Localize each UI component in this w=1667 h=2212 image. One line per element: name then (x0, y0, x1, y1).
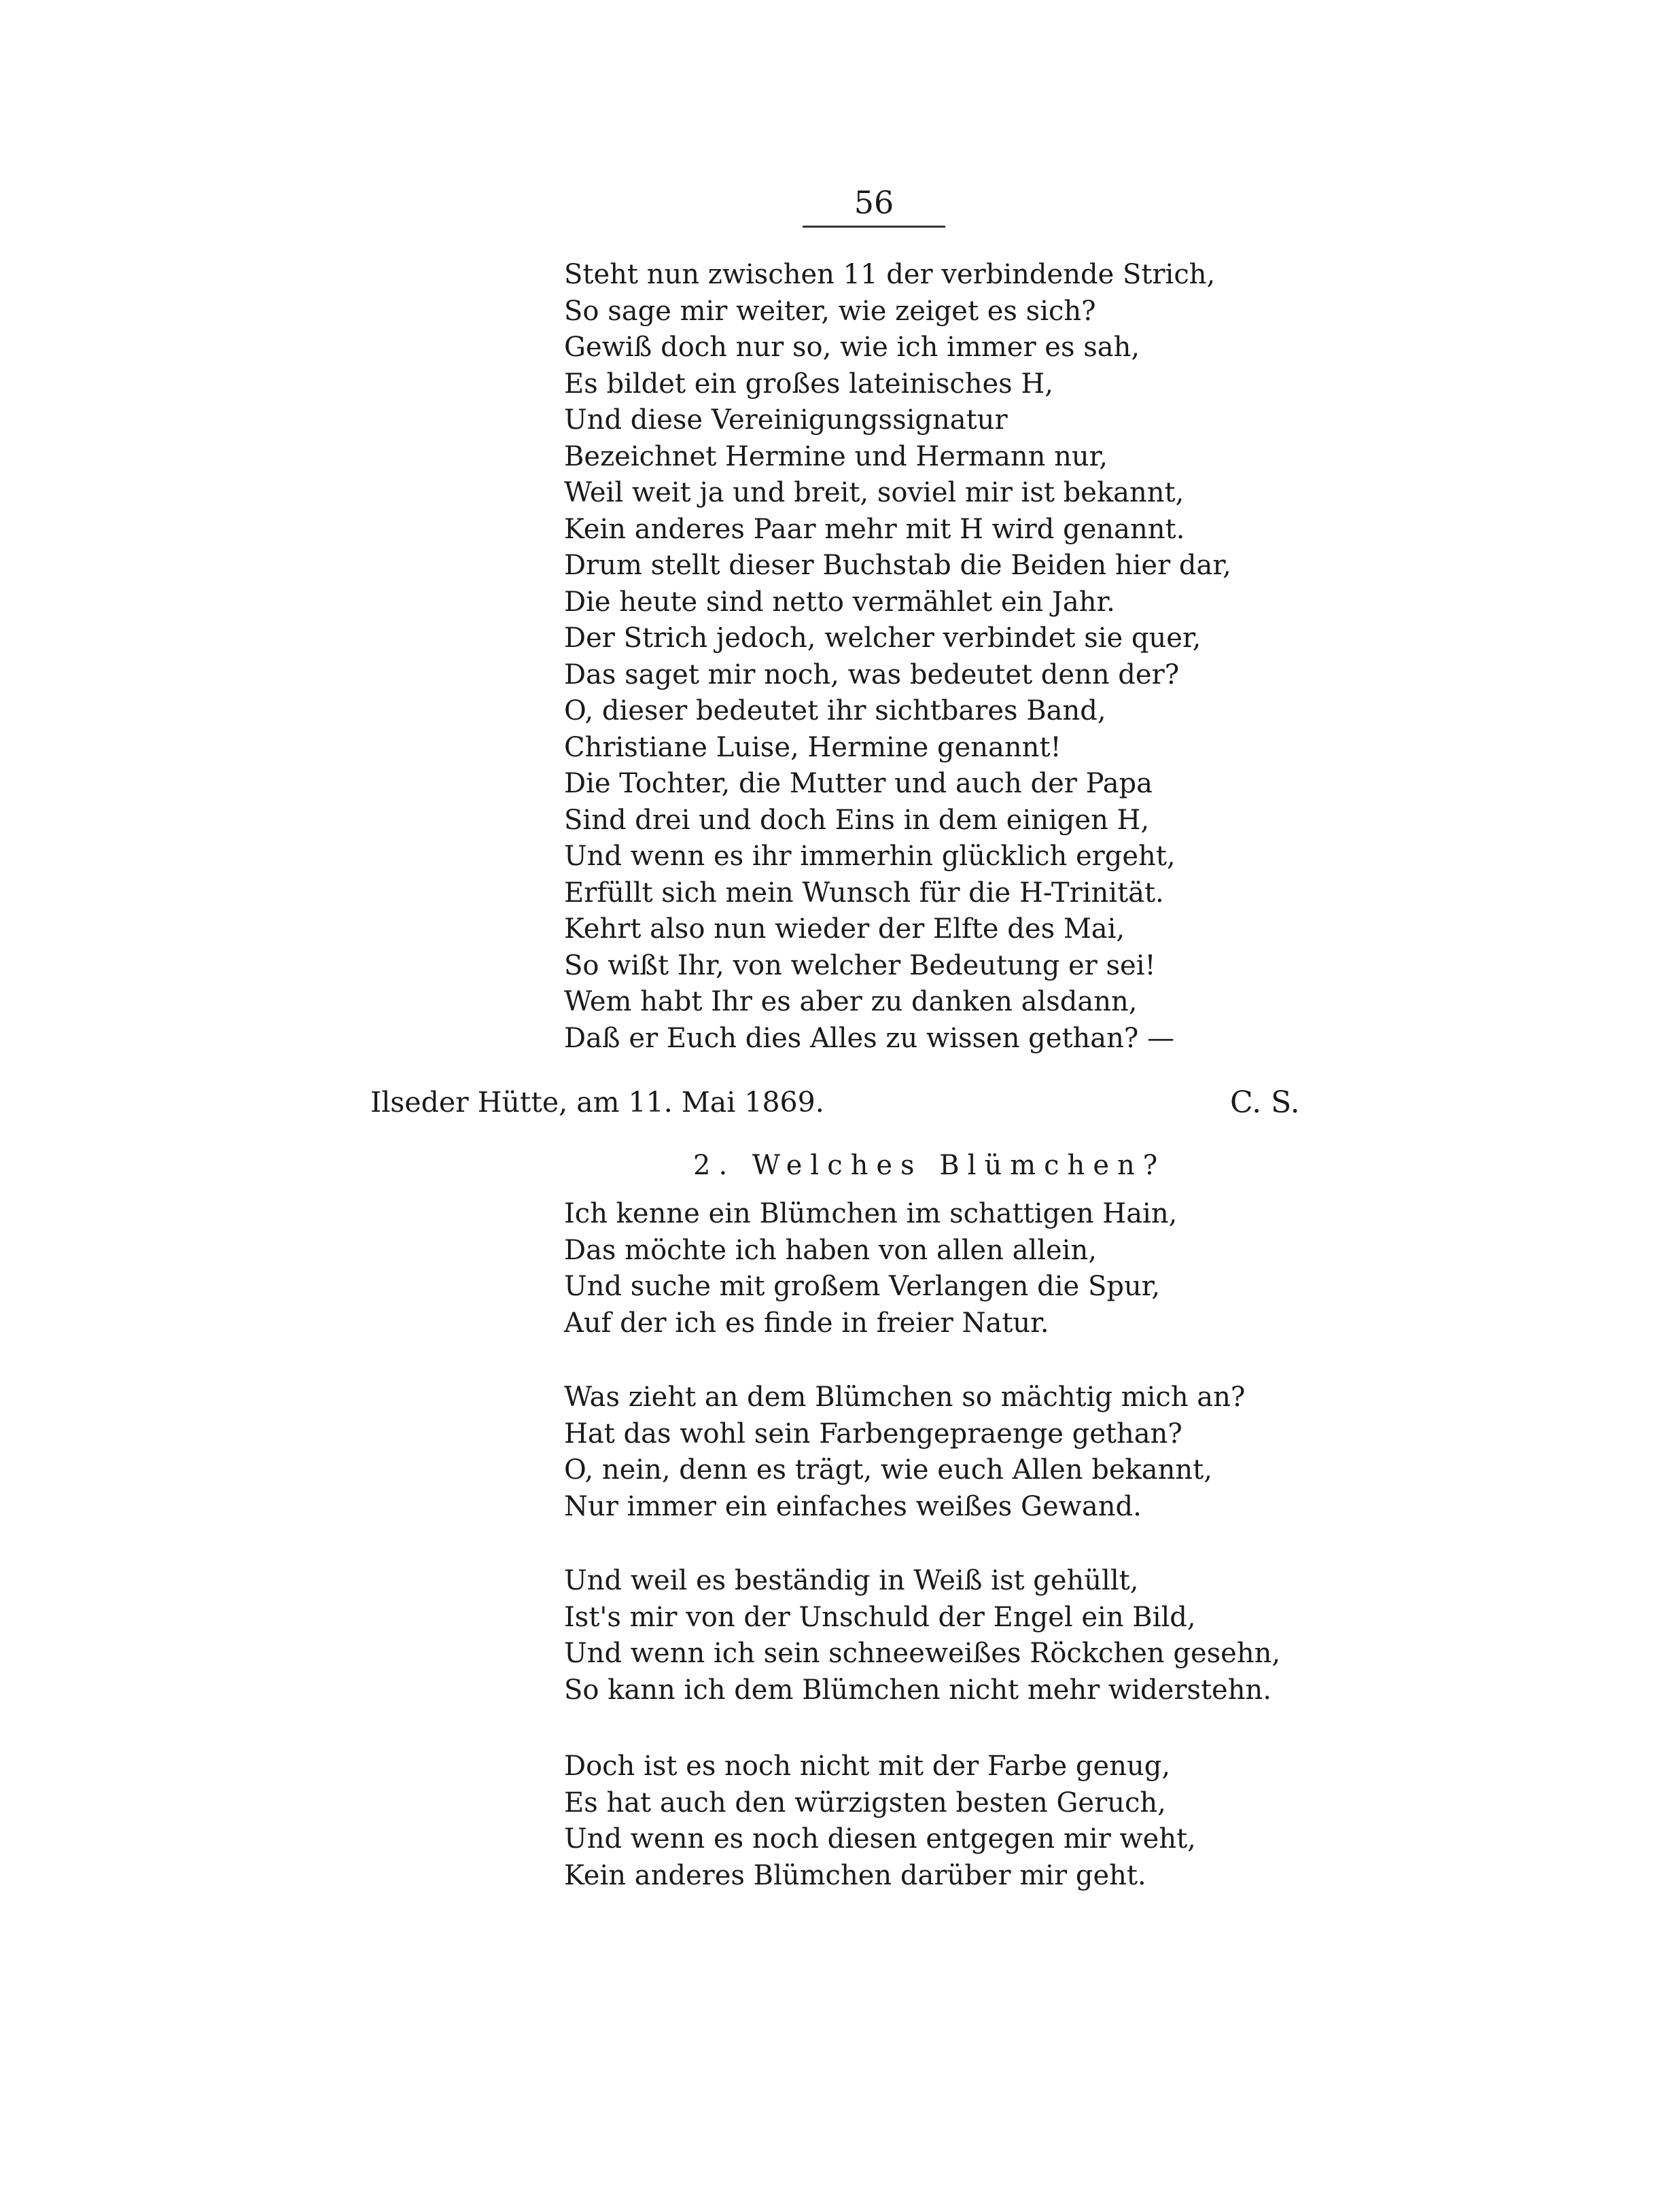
poem-line: Drum stellt dieser Buchstab die Beiden hier dar, (564, 550, 1231, 581)
poem-1-signature: C. S. (1230, 1085, 1300, 1120)
poem-1-dateline: Ilseder Hütte, am 11. Mai 1869. (370, 1086, 824, 1119)
poem-line: Was zieht an dem Blümchen so mächtig mich an? (564, 1382, 1246, 1413)
poem-line: Und diese Vereinigungssignatur (564, 404, 1008, 436)
poem-line: Nur immer ein einfaches weißes Gewand. (564, 1490, 1142, 1522)
poem-line: Wem habt Ihr es aber zu danken alsdann, (564, 986, 1138, 1017)
poem-line: Es hat auch den würzigsten besten Geruch, (564, 1787, 1166, 1819)
poem-line: Ich kenne ein Blümchen im schattigen Hain, (564, 1198, 1178, 1229)
poem-line: So kann ich dem Blümchen nicht mehr widerstehn. (564, 1674, 1271, 1706)
poem-line: Der Strich jedoch, welcher verbindet sie quer, (564, 622, 1201, 654)
poem-line: So sage mir weiter, wie zeiget es sich? (564, 295, 1096, 327)
poem-line: Kehrt also nun wieder der Elfte des Mai, (564, 913, 1125, 945)
poem-2-title: 2. Welches Blümchen? (693, 1150, 1166, 1181)
poem-line: So wißt Ihr, von welcher Bedeutung er sei! (564, 949, 1156, 981)
poem-line: Steht nun zwischen 11 der verbindende Strich, (564, 259, 1216, 290)
poem-line: O, nein, denn es trägt, wie euch Allen bekannt, (564, 1454, 1212, 1486)
poem-line: Gewiß doch nur so, wie ich immer es sah, (564, 332, 1140, 363)
page-number: 56 (854, 184, 894, 221)
poem-line: Kein anderes Blümchen darüber mir geht. (564, 1859, 1146, 1891)
poem-line: O, dieser bedeutet ihr sichtbares Band, (564, 695, 1106, 726)
poem-line: Daß er Euch dies Alles zu wissen gethan? — (564, 1022, 1175, 1054)
poem-line: Die Tochter, die Mutter und auch der Papa (564, 768, 1153, 799)
poem-1-body (564, 257, 1244, 1057)
poem-line: Und wenn es noch diesen entgegen mir weht, (564, 1823, 1196, 1855)
poem-2-stanza-4 (564, 1749, 1244, 1894)
poem-2-stanza-3 (564, 1563, 1281, 1708)
poem-2-stanza-1 (564, 1196, 1244, 1341)
poem-line: Christiane Luise, Hermine genannt! (564, 731, 1061, 763)
poem-line: Bezeichnet Hermine und Hermann nur, (564, 440, 1108, 472)
poem-line: Auf der ich es finde in freier Natur. (564, 1307, 1049, 1339)
poem-line: Doch ist es noch nicht mit der Farbe genug, (564, 1751, 1171, 1782)
poem-line: Die heute sind netto vermählet ein Jahr. (564, 586, 1115, 618)
poem-line: Weil weit ja und breit, soviel mir ist bekannt, (564, 477, 1185, 508)
poem-line: Und suche mit großem Verlangen die Spur, (564, 1271, 1161, 1302)
poem-2-stanza-2 (564, 1380, 1244, 1525)
poem-line: Und weil es beständig in Weiß ist gehüllt, (564, 1565, 1139, 1596)
poem-line: Es bildet ein großes lateinisches H, (564, 368, 1054, 400)
poem-line: Und wenn ich sein schneeweißes Röckchen gesehn, (564, 1638, 1281, 1669)
poem-line: Das saget mir noch, was bedeutet denn der? (564, 659, 1180, 690)
poem-line: Ist's mir von der Unschuld der Engel ein Bild, (564, 1601, 1196, 1633)
page-number-rule (803, 226, 945, 228)
poem-line: Hat das wohl sein Farbengepraenge gethan? (564, 1418, 1182, 1450)
poem-line: Und wenn es ihr immerhin glücklich ergeht, (564, 841, 1176, 872)
poem-line: Kein anderes Paar mehr mit H wird genannt. (564, 513, 1185, 545)
poem-line: Sind drei und doch Eins in dem einigen H, (564, 804, 1150, 836)
poem-line: Das möchte ich haben von allen allein, (564, 1234, 1097, 1266)
poem-line: Erfüllt sich mein Wunsch für die H-Trinität. (564, 877, 1164, 909)
